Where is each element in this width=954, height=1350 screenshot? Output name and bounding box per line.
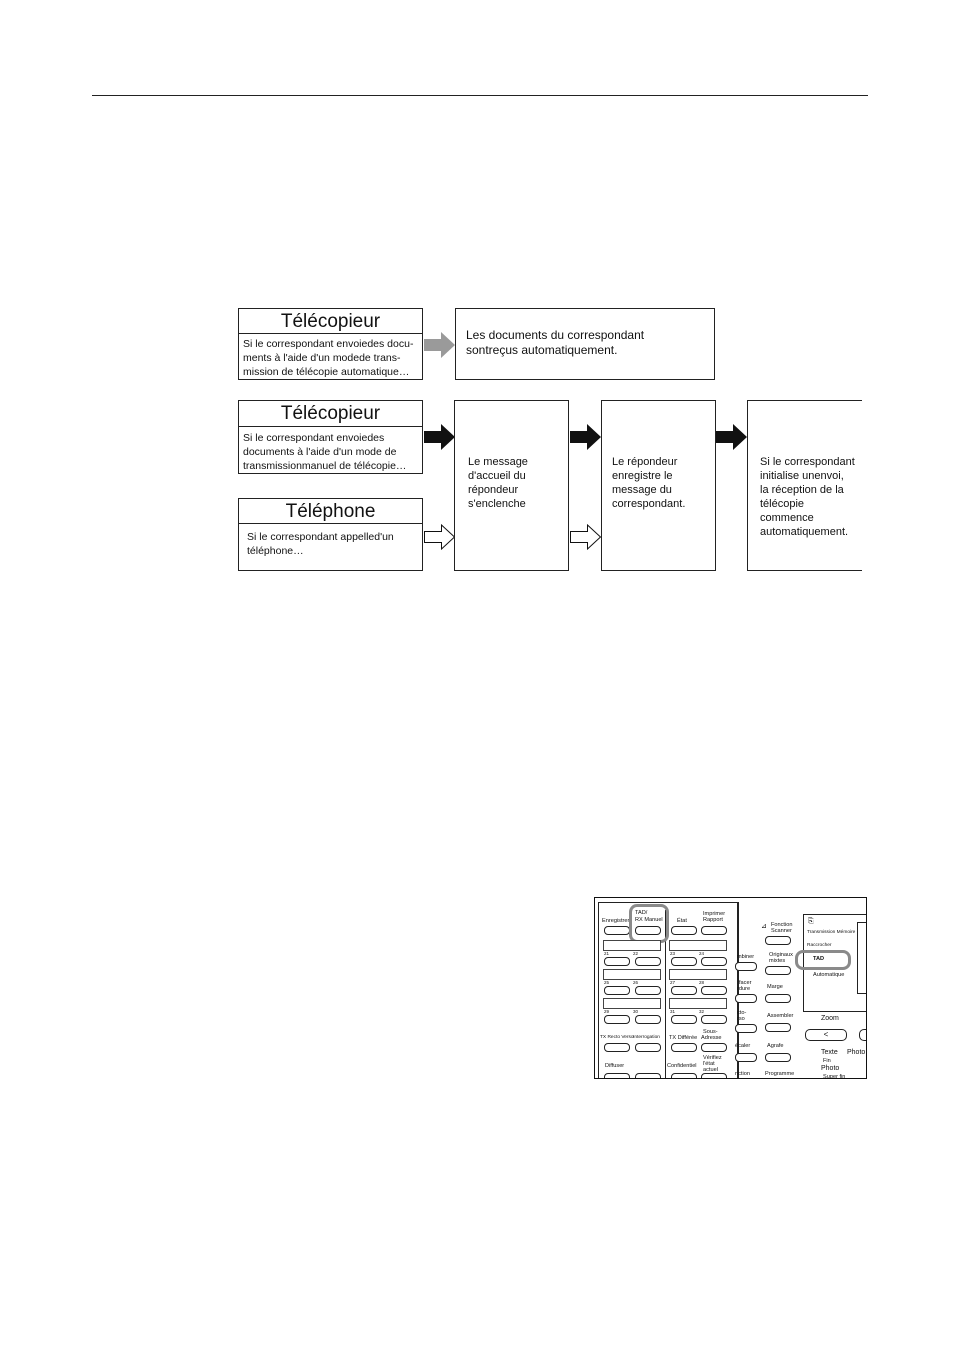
recto-verso-button[interactable] [735,1024,757,1033]
mixtes-label: mixtes [769,958,786,964]
zoom-up-button[interactable] [859,1029,867,1041]
tad-mode-label: TAD [813,956,825,962]
agrafe-label: Agrafe [767,1043,784,1049]
tx-differee-button[interactable] [671,1043,697,1052]
super-fin-label: Super fin [823,1074,846,1079]
one-touch-slot[interactable] [603,998,661,1009]
decaler-label: écaler [735,1043,751,1049]
raccrocher-label: Raccrocher [807,943,832,948]
one-touch-21[interactable] [604,957,630,966]
fax-manual-box [238,400,423,474]
sous-label: Sous- [703,1029,718,1035]
diffuser-button-2[interactable] [635,1073,661,1079]
one-touch-slot[interactable] [603,940,661,951]
verifiez-label: Vérifiez [703,1055,722,1061]
imprimer-rapport-button[interactable] [701,926,727,935]
phone-text: Si le correspondant appelled'un téléphone… [247,531,394,557]
tx-differee-label: TX Différée [669,1035,698,1041]
photo-label: Photo [847,1049,866,1056]
one-touch-30[interactable] [635,1015,661,1024]
etat-label: État [677,918,687,924]
hollow-arrow-2 [570,524,602,550]
scanner-icon: ⊿ [761,923,767,930]
effacer-bordure-button[interactable] [735,994,757,1003]
assembler-label: Assembler [767,1013,794,1019]
bordure-label: rdure [737,986,751,992]
photo2-label: Photo [821,1065,840,1072]
marge-button[interactable] [765,994,791,1003]
adresse-label: Adresse [701,1035,722,1041]
one-touch-slot[interactable] [669,969,727,980]
one-touch-slot[interactable] [669,940,727,951]
step1-box: Le message d'accueil du répondeur s'enclenche [454,400,569,571]
tad-mode-highlight [795,950,851,970]
diffuser-label: Diffuser [605,1063,625,1069]
recto-label: cto- [737,1010,747,1016]
one-touch-32[interactable] [701,1015,727,1024]
assembler-button[interactable] [765,1023,791,1032]
originaux-label: Originaux [769,952,793,958]
fax-manual-text: Si le correspondant envoiedes documents à l'aide d'un mode de transmissionmanuel de télécopie… [243,432,407,472]
tad-label: TAD/ [635,910,648,916]
transmission-memoire-label: Transmission Mémoire [807,930,856,935]
enregistrer-label: Enregistrer [602,918,630,924]
automatique-label: Automatique [813,972,845,978]
confidentiel-button[interactable] [671,1073,697,1079]
texte-label: Texte [821,1049,838,1056]
tx-recto-verso-button[interactable] [604,1043,630,1052]
fax-icon: ⎘ [808,918,814,925]
agrafe-button[interactable] [765,1053,791,1062]
verifiez-button[interactable] [701,1073,727,1079]
fonction-label: Fonction [771,922,793,928]
one-touch-26[interactable] [635,986,661,995]
tad-highlight [629,904,669,943]
one-touch-slot[interactable] [669,998,727,1009]
etat-actuel-label-1: l'état [703,1061,715,1067]
step3-box: Si le correspondant initialise unenvoi, la réception de la télécopie commence automatiquement. [747,400,862,571]
black-arrow-3 [716,424,748,450]
verso-label: rso [737,1016,745,1022]
control-panel: Enregistrer TAD/ RX Manuel État Imprimer Rapport 21 22 23 24 25 26 27 28 29 30 31 32 TX Recto Verso Interrogation TX Différée Sous- Adresse Diffuser Confidentiel Vérifiez l'état actuel mbiner facer rdure cto- rso écaler nction Fonction Scanner ⊿ Originaux mixtes Marge Assembler Agrafe Programme ⎘ Transmission Mémoire Raccrocher TAD Automatique Zoom < Texte Photo Fin Photo Super fin [594,897,867,1079]
originaux-mixtes-button[interactable] [765,966,791,975]
phone-title: Téléphone [239,499,422,524]
decaler-button[interactable] [735,1053,757,1062]
fax-auto-box [238,308,423,380]
enregistrer-button[interactable] [604,926,630,935]
hollow-arrow-1 [424,524,456,550]
fax-manual-title: Télécopieur [239,401,422,427]
one-touch-slot[interactable] [603,969,661,980]
etat-button[interactable] [671,926,697,935]
tx-recto-verso-label: TX Recto Verso [600,1035,634,1040]
sous-adresse-button[interactable] [701,1043,727,1052]
imprimer-label: Imprimer [703,911,726,917]
interrogation-button[interactable] [635,1043,661,1052]
marge-label: Marge [767,984,783,990]
fax-auto-result-box: Les documents du correspondant sontreçus automatiquement. [455,308,715,380]
zoom-label: Zoom [821,1015,839,1022]
programme-label: Programme [765,1071,795,1077]
rapport-label: Rapport [703,917,723,923]
top-rule [92,95,868,96]
one-touch-23[interactable] [671,957,697,966]
one-touch-31[interactable] [671,1015,697,1024]
fonction-scanner-button[interactable] [765,936,791,945]
display-inner [857,922,867,994]
fin-label: Fin [823,1058,831,1064]
one-touch-29[interactable] [604,1015,630,1024]
interrogation-label: Interrogation [633,1035,660,1040]
one-touch-25[interactable] [604,986,630,995]
one-touch-27[interactable] [671,986,697,995]
fonction2-label: nction [735,1071,750,1077]
combiner-label: mbiner [737,954,755,960]
step2-box: Le répondeur enregistre le message du correspondant. [601,400,716,571]
rx-manuel-label: RX Manuel [635,917,663,923]
scanner-label: Scanner [771,928,792,934]
diffuser-button[interactable] [604,1073,630,1079]
black-arrow-2 [570,424,602,450]
fax-auto-title: Télécopieur [239,309,422,334]
effacer-label: facer [739,980,752,986]
zoom-down-button[interactable]: < [805,1029,847,1041]
black-arrow-1 [424,424,456,450]
phone-box [238,498,423,571]
etat-actuel-label-2: actuel [703,1067,718,1073]
combiner-button[interactable] [735,962,757,971]
one-touch-24[interactable] [701,957,727,966]
confidentiel-label: Confidentiel [667,1063,697,1069]
fax-auto-text: Si le correspondant envoiedes docu- ments à l'aide d'un modede trans- mission de télécopie automatique… [243,338,414,378]
gray-arrow [424,332,456,358]
one-touch-22[interactable] [635,957,661,966]
one-touch-28[interactable] [701,986,727,995]
